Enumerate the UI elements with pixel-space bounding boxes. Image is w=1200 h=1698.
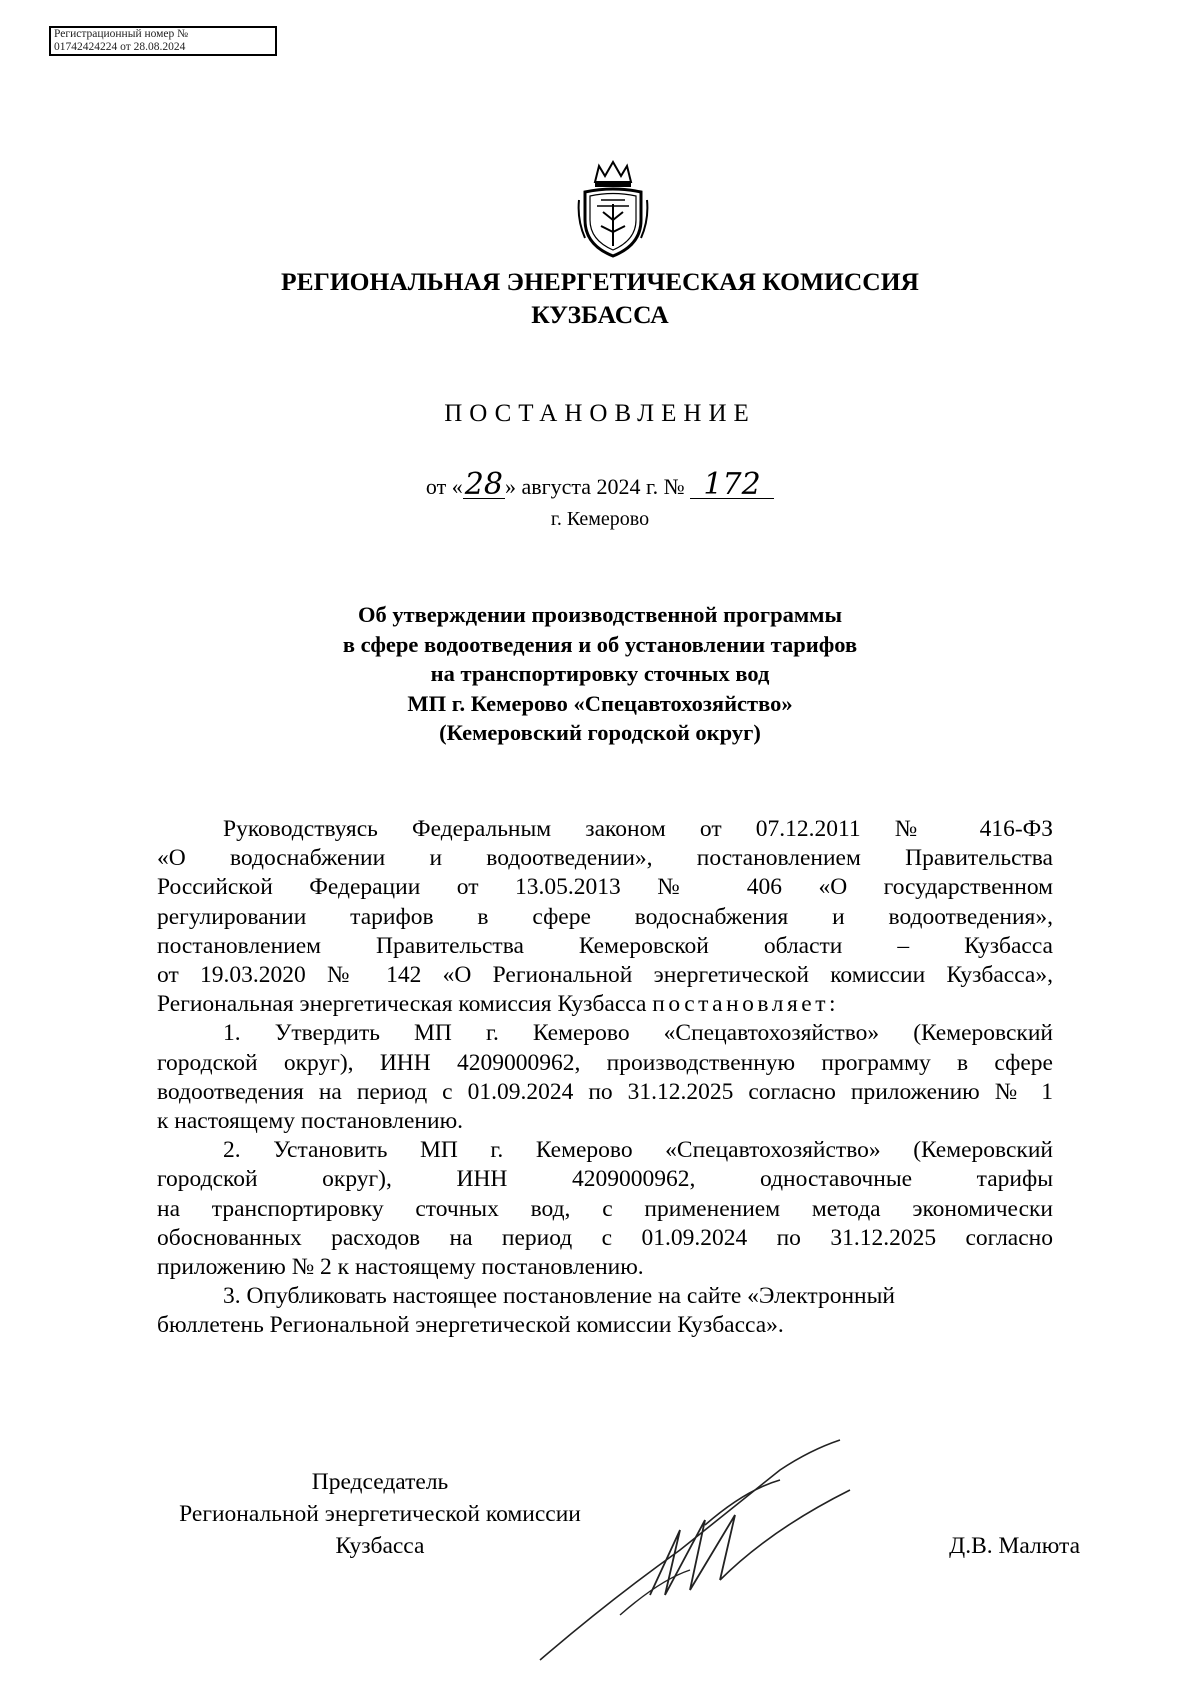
coat-of-arms-emblem: [575, 160, 651, 260]
item-2-line: приложению № 2 к настоящему постановлению.: [157, 1254, 644, 1281]
organization-region: КУЗБАССА: [531, 300, 669, 329]
item-2-line: городской округ), ИНН 4209000962, одноставочные тарифы: [157, 1166, 1053, 1193]
item-1-line: городской округ), ИНН 4209000962, производственную программу в сфере: [157, 1049, 1053, 1076]
preamble-line: [157, 990, 1053, 1019]
item-2-line: на транспортировку сточных вод, с применением метода экономически: [157, 1195, 1053, 1222]
item-3-line: бюллетень Региональной энергетической комиссии Кузбасса».: [157, 1312, 784, 1339]
item-1-line: 1. Утвердить МП г. Кемерово «Спецавтохозяйство» (Кемеровский: [223, 1020, 1053, 1047]
title-line: на транспортировку сточных вод: [430, 661, 770, 686]
date-prefix: от «: [425, 474, 463, 499]
preamble-line: от 19.03.2020 № 142 «О Региональной энергетической комиссии Кузбасса»,: [157, 962, 1053, 989]
item-2-line: обоснованных расходов на период с 01.09.2024 по 31.12.2025 согласно: [157, 1224, 1053, 1251]
item-3-line: 3. Опубликовать настоящее постановление на сайте «Электронный: [223, 1283, 895, 1310]
registration-stamp: [49, 26, 277, 56]
handwritten-day: 28: [464, 467, 503, 502]
organization-name: РЕГИОНАЛЬНАЯ ЭНЕРГЕТИЧЕСКАЯ КОМИССИЯ: [281, 267, 919, 296]
preamble-line: постановлением Правительства Кемеровской области – Кузбасса: [157, 932, 1053, 959]
signatory-name: Д.В. Малюта: [949, 1533, 1080, 1559]
date-number-line: [0, 467, 1200, 502]
title-line: МП г. Кемерово «Спецавтохозяйство»: [407, 690, 793, 716]
position-line: Региональной энергетической комиссии: [179, 1501, 581, 1527]
document-title: [0, 600, 1200, 748]
title-line: Об утверждении производственной программы: [357, 602, 843, 627]
item-1-line: водоотведения на период с 01.09.2024 по 31.12.2025 согласно приложению № 1: [157, 1078, 1053, 1105]
document-type: ПОСТАНОВЛЕНИЕ: [444, 400, 756, 427]
date-middle: » августа 2024 г. №: [504, 474, 691, 499]
registration-label: Регистрационный номер №: [54, 28, 189, 40]
preamble-line: Российской Федерации от 13.05.2013 № 406 «О государственном: [157, 874, 1053, 901]
preamble-line: «О водоснабжении и водоотведении», постановлением Правительства: [157, 845, 1053, 872]
preamble-line: Руководствуясь Федеральным законом от 07.12.2011 № 416-ФЗ: [223, 816, 1053, 842]
handwritten-number: 172: [690, 472, 774, 499]
title-line: (Кемеровский городской округ): [439, 720, 761, 745]
handwritten-signature: [530, 1430, 860, 1670]
position-line: Председатель: [311, 1469, 449, 1495]
item-2-line: 2. Установить МП г. Кемерово «Спецавтохозяйство» (Кемеровский: [223, 1137, 1053, 1164]
preamble: [157, 815, 1053, 1341]
item-1-line: к настоящему постановлению.: [157, 1108, 464, 1135]
preamble-last: Региональная энергетическая комиссия Кузбасса: [157, 991, 653, 1018]
city: г. Кемерово: [550, 508, 650, 530]
registration-number: 01742424224 от 28.08.2024: [54, 41, 186, 53]
decree-word: постановляет:: [652, 991, 839, 1018]
title-line: в сфере водоотведения и об установлении тарифов: [342, 631, 858, 657]
position-line: Кузбасса: [335, 1533, 425, 1559]
preamble-line: регулировании тарифов в сфере водоснабжения и водоотведения»,: [157, 903, 1053, 930]
